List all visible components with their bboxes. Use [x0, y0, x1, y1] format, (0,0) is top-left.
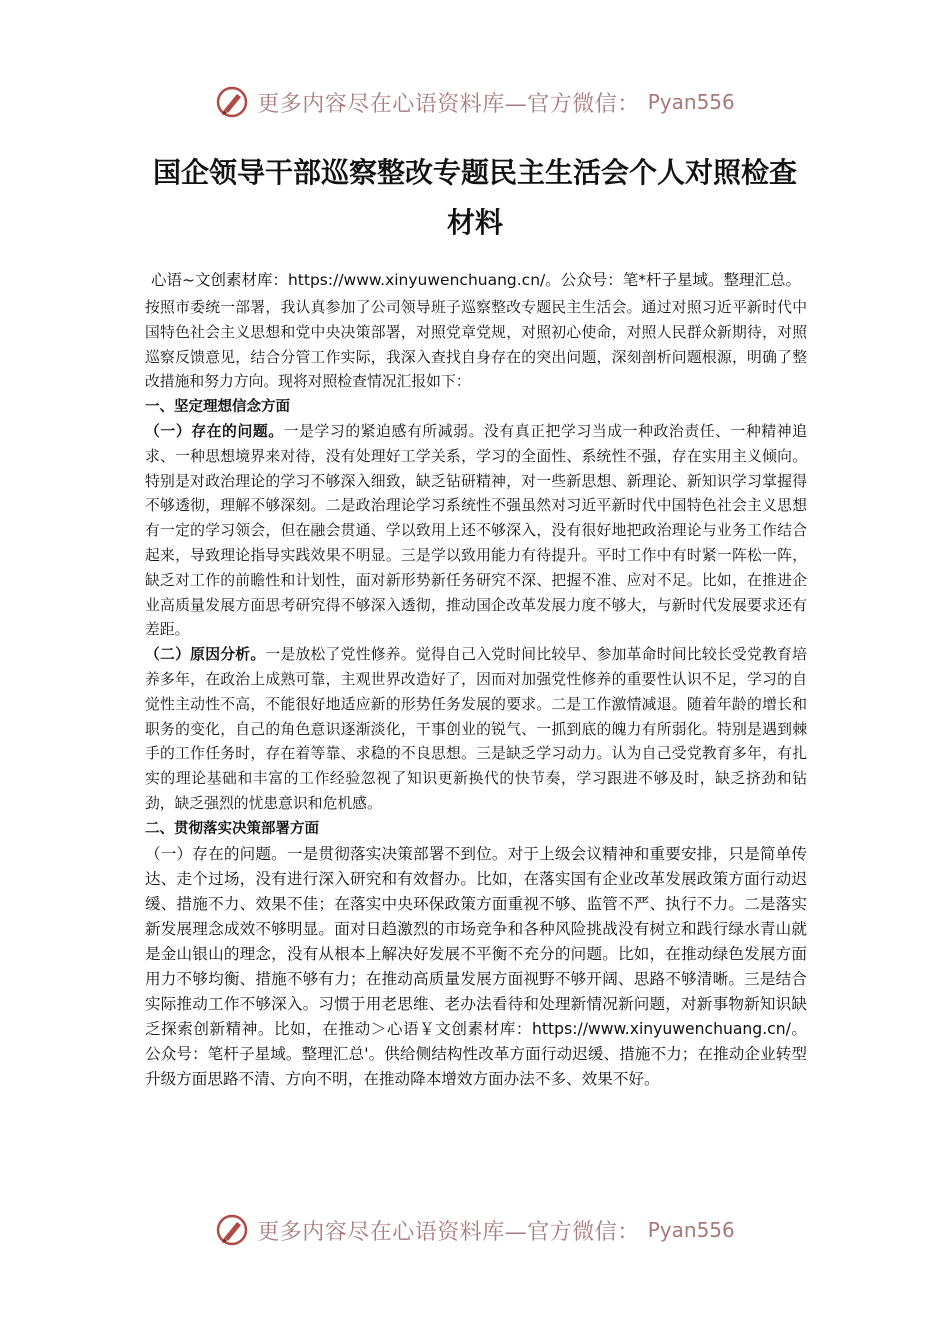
section-1-problems-lead: （一）存在的问题。 — [145, 422, 284, 440]
section-2-heading: 二、贯彻落实决策部署方面 — [145, 820, 319, 837]
footer-banner — [0, 1210, 950, 1250]
section-1-causes-text: 一是放松了党性修养。觉得自己入党时间比较早、参加革命时间比较长受党教育培养多年，在政治上成熟可靠，主观世界改造好了，因而对加强党性修养的重要性认识不足，学习的自觉性主动性不高，不能很好地适应新的形势任务发展的要求。二是工作激情减退。随着年龄的增长和职务的变化，自己的角色意识逐渐淡化，干事创业的锐气、一抓到底的魄力有所弱化。特别是遇到棘手的工作任务时，存在着等靠、求稳的不良思想。三是缺乏学习动力。认为自己受党教育多年，有扎实的理论基础和丰富的工作经验忽视了知识更新换代的快节奏，学习跟进不够及时，缺乏挤劲和钻劲，缺乏强烈的忧患意识和危机感。 — [145, 646, 807, 812]
pen-logo-icon — [215, 1213, 249, 1247]
section-1-heading: 一、坚定理想信念方面 — [145, 399, 290, 416]
section-1-problems-text: 一是学习的紧迫感有所减弱。没有真正把学习当成一种政治责任、一种精神追求、一种思想境界来对待，没有处理好工学关系，学习的全面性、系统性不强，存在实用主义倾向。特别是对政治理论的学习不够深入细致，缺乏钻研精神，对一些新思想、新理论、新知识学习掌握得不够透彻，理解不够深刻。二是政治理论学习系统性不强虽然对习近平新时代中国特色社会主义思想有一定的学习领会，但在融会贯通、学以致用上还不够深入，没有很好地把政治理论与业务工作结合起来，导致理论指导实践效果不明显。三是学以致用能力有待提升。平时工作中有时紧一阵松一阵，缺乏对工作的前瞻性和计划性，面对新形势新任务研究不深、把握不准、应对不足。比如，在推进企业高质量发展方面思考研究得不够深入透彻，推动国企改革发展力度不够大，与新时代发展要求还有差距。 — [145, 422, 807, 639]
header-banner-text: 更多内容尽在心语资料库—官方微信： — [257, 91, 640, 117]
header-wechat-id: Pyan556 — [647, 90, 735, 114]
footer-banner-text: 更多内容尽在心语资料库—官方微信： — [257, 1219, 640, 1245]
pen-logo-icon — [215, 85, 249, 119]
section-1-causes-paragraph — [145, 643, 807, 817]
section-1-problems-paragraph — [145, 420, 807, 643]
source-line: 心语~文创素材库：https://www.xinyuwenchuang.cn/。公众号：笔*杆子星域。整理汇总。 — [151, 271, 801, 289]
section-2-problems-paragraph: （一）存在的问题。一是贯彻落实决策部署不到位。对于上级会议精神和重要安排，只是简单传达、走个过场，没有进行深入研究和有效督办。比如，在落实国有企业改革发展政策方面行动迟缓、措施不力、效果不佳；在落实中央环保政策方面重视不够、监管不严、执行不力。二是落实新发展理念成效不够明显。面对日趋激烈的市场竞争和各种风险挑战没有树立和践行绿水青山就是金山银山的理念，没有从根本上解决好发展不平衡不充分的问题。比如，在推动绿色发展方面用力不够均衡、措施不够有力；在推动高质量发展方面视野不够开阔、思路不够清晰。三是结合实际推动工作不够深入。习惯于用老思维、老办法看待和处理新情况新问题，对新事物新知识缺乏探索创新精神。比如，在推动＞心语￥文创素材库：https://www.xinyuwenchuang.cn/。公众号：笔杆子星域。整理汇总'。供给侧结构性改革方面行动迟缓、措施不力；在推动企业转型升级方面思路不清、方向不明，在推动降本增效方面办法不多、效果不好。 — [145, 844, 807, 1088]
section-1-causes-lead: （二）原因分析。 — [145, 646, 266, 664]
intro-paragraph: 按照市委统一部署，我认真参加了公司领导班子巡察整改专题民主生活会。通过对照习近平新时代中国特色社会主义思想和党中央决策部署，对照党章党规，对照初心使命，对照人民群众新期待，对照巡察反馈意见，结合分管工作实际，我深入查找自身存在的突出问题，深刻剖析问题根源，明确了整改措施和努力方向。现将对照检查情况汇报如下： — [145, 299, 807, 391]
document-title: 国企领导干部巡察整改专题民主生活会个人对照检查材料 — [152, 156, 797, 239]
header-banner — [0, 82, 950, 122]
footer-wechat-id: Pyan556 — [647, 1218, 735, 1242]
document-body — [145, 268, 807, 1092]
